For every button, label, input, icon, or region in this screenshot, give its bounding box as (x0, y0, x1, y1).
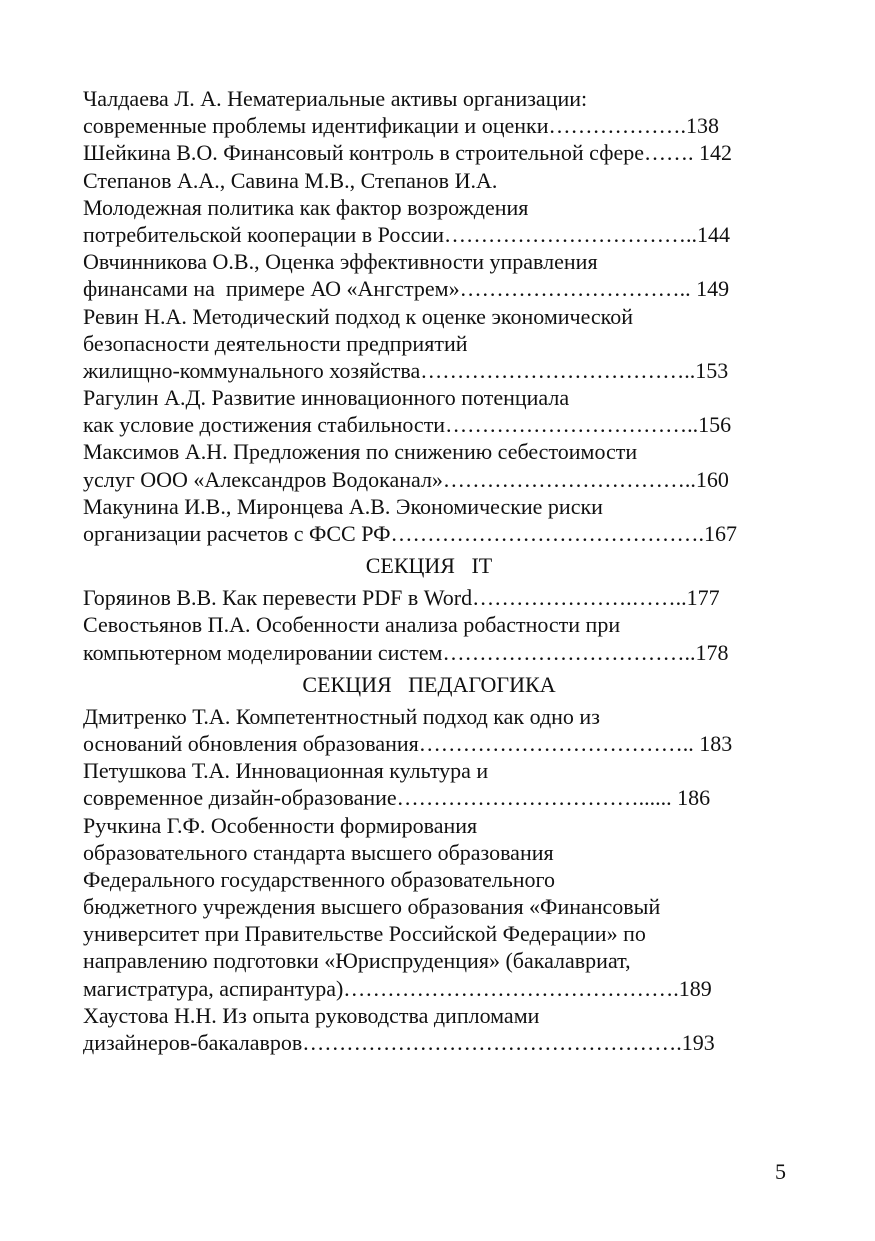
toc-line: современное дизайн-образование……………………………...... 186 (83, 785, 711, 811)
table-of-contents (83, 85, 775, 1056)
toc-line: организации расчетов с ФСС РФ…………………………………….167 (83, 521, 737, 546)
section-heading-it: СЕКЦИЯ IT (365, 553, 493, 579)
toc-line: университет при Правительстве Российской Федерации» по (83, 921, 646, 947)
toc-line: Шейкина В.О. Финансовый контроль в строительной сфере……. 142 (83, 140, 732, 166)
toc-line: Ручкина Г.Ф. Особенности формирования (83, 812, 478, 838)
page-number: 5 (775, 1159, 786, 1184)
toc-line: Чалдаева Л. А. Нематериальные активы организации: (83, 86, 588, 111)
toc-line: образовательного стандарта высшего образования (83, 839, 554, 865)
toc-line: Федерального государственного образовательного (83, 866, 555, 892)
toc-line: потребительской кооперации в России……………………………..144 (83, 221, 730, 247)
toc-line: Степанов А.А., Савина М.В., Степанов И.А. (83, 167, 498, 193)
toc-line: Петушкова Т.А. Инновационная культура и (83, 758, 489, 784)
toc-line: Максимов А.Н. Предложения по снижению себестоимости (83, 439, 638, 465)
toc-line: компьютерном моделировании систем……………………………..178 (83, 639, 729, 665)
toc-line: Макунина И.В., Миронцева А.В. Экономические риски (83, 493, 603, 519)
toc-line: безопасности деятельности предприятий (83, 330, 468, 356)
toc-line: современные проблемы идентификации и оценки……………….138 (83, 113, 719, 139)
toc-line: направлению подготовки «Юриспруденция» (бакалавриат, (83, 948, 631, 974)
toc-line: дизайнеров-бакалавров…………………………………………….193 (83, 1030, 715, 1055)
toc-line: магистратура, аспирантура)……………………………………….189 (83, 975, 712, 1001)
toc-line: бюджетного учреждения высшего образования «Финансовый (83, 894, 661, 920)
toc-line: Ревин Н.А. Методический подход к оценке экономической (83, 303, 633, 329)
toc-line: Рагулин А.Д. Развитие инновационного потенциала (83, 385, 570, 411)
toc-line: финансами на примере АО «Ангстрем»………………………….. 149 (83, 276, 730, 302)
section-heading-pedagogy: СЕКЦИЯ ПЕДАГОГИКА (302, 671, 556, 697)
toc-line: Молодежная политика как фактор возрождения (83, 194, 529, 220)
toc-line: Горяинов В.В. Как перевести PDF в Word………………….……..177 (83, 585, 720, 611)
toc-line: Овчинникова О.В., Оценка эффективности управления (83, 249, 598, 275)
toc-line: как условие достижения стабильности……………………………..156 (83, 412, 732, 438)
toc-line: жилищно-коммунального хозяйства………………………………..153 (83, 357, 729, 383)
toc-line: оснований обновления образования……………………………….. 183 (83, 730, 733, 756)
toc-line: Хаустова Н.Н. Из опыта руководства дипломами (83, 1002, 540, 1028)
toc-line: Дмитренко Т.А. Компетентностный подход как одно из (83, 703, 600, 729)
toc-line: услуг ООО «Александров Водоканал»……………………………..160 (83, 466, 729, 492)
toc-line: Севостьянов П.А. Особенности анализа робастности при (83, 612, 621, 638)
